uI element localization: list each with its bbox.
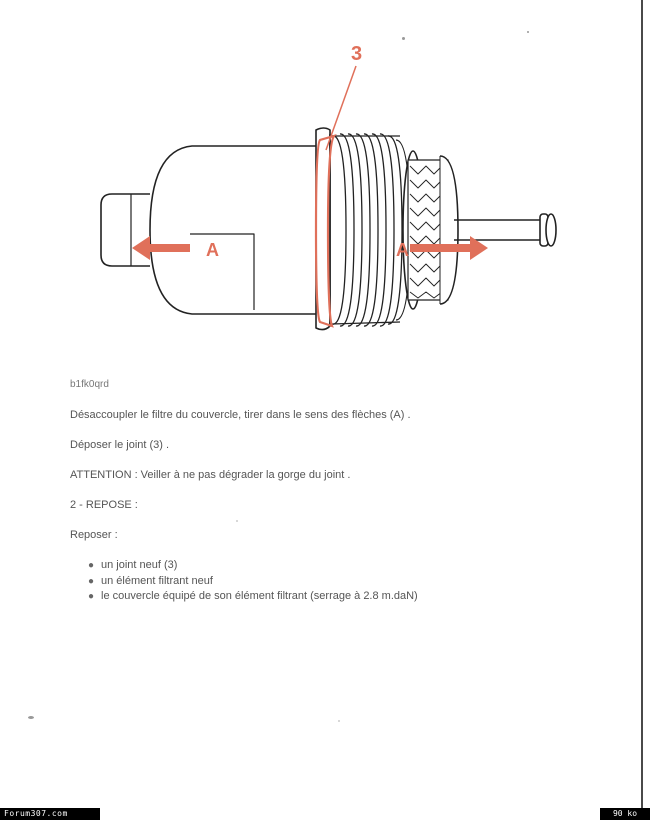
- instruction-uncouple: Désaccoupler le filtre du couvercle, tirer dans le sens des flèches (A) .: [70, 409, 411, 421]
- scan-speck: [402, 37, 405, 40]
- outlet-pipe: [454, 214, 556, 246]
- callout-leader-line: [326, 66, 356, 150]
- bullet-icon: ●: [88, 591, 95, 602]
- list-item-text: un joint neuf (3): [101, 559, 178, 571]
- scan-speck: [236, 520, 238, 522]
- scan-edge-line: [641, 0, 643, 808]
- arrow-label-left: A: [206, 240, 219, 260]
- filter-element: [408, 156, 458, 304]
- refit-intro: Reposer :: [70, 529, 118, 541]
- footer-size-label: 90 ko: [600, 808, 650, 820]
- bullet-icon: ●: [88, 560, 95, 571]
- warning-text: ATTENTION : Veiller à ne pas dégrader la gorge du joint .: [70, 469, 351, 481]
- list-item-text: le couvercle équipé de son élément filtrant (serrage à 2.8 m.daN): [101, 590, 418, 602]
- list-item: [88, 558, 418, 574]
- figure-code: b1fk0qrd: [70, 379, 109, 390]
- section-heading: 2 - REPOSE :: [70, 499, 138, 511]
- scan-speck: [28, 716, 34, 719]
- bullet-icon: ●: [88, 575, 95, 587]
- oil-filter-diagram: [0, 0, 650, 360]
- list-item-text: un élément filtrant neuf: [101, 574, 213, 587]
- filter-body: [150, 146, 316, 314]
- list-item: [88, 574, 418, 590]
- arrow-label-right: A: [396, 240, 409, 260]
- instruction-remove-seal: Déposer le joint (3) .: [70, 439, 170, 451]
- refit-parts-list: [88, 558, 418, 605]
- callout-number-3: 3: [351, 43, 363, 65]
- cover-threads: [332, 134, 410, 326]
- list-item: [88, 589, 418, 605]
- footer-site-label: Forum307.com: [0, 808, 100, 820]
- scan-speck: [527, 31, 529, 33]
- scan-speck: [338, 720, 340, 722]
- filter-nipple: [101, 194, 150, 266]
